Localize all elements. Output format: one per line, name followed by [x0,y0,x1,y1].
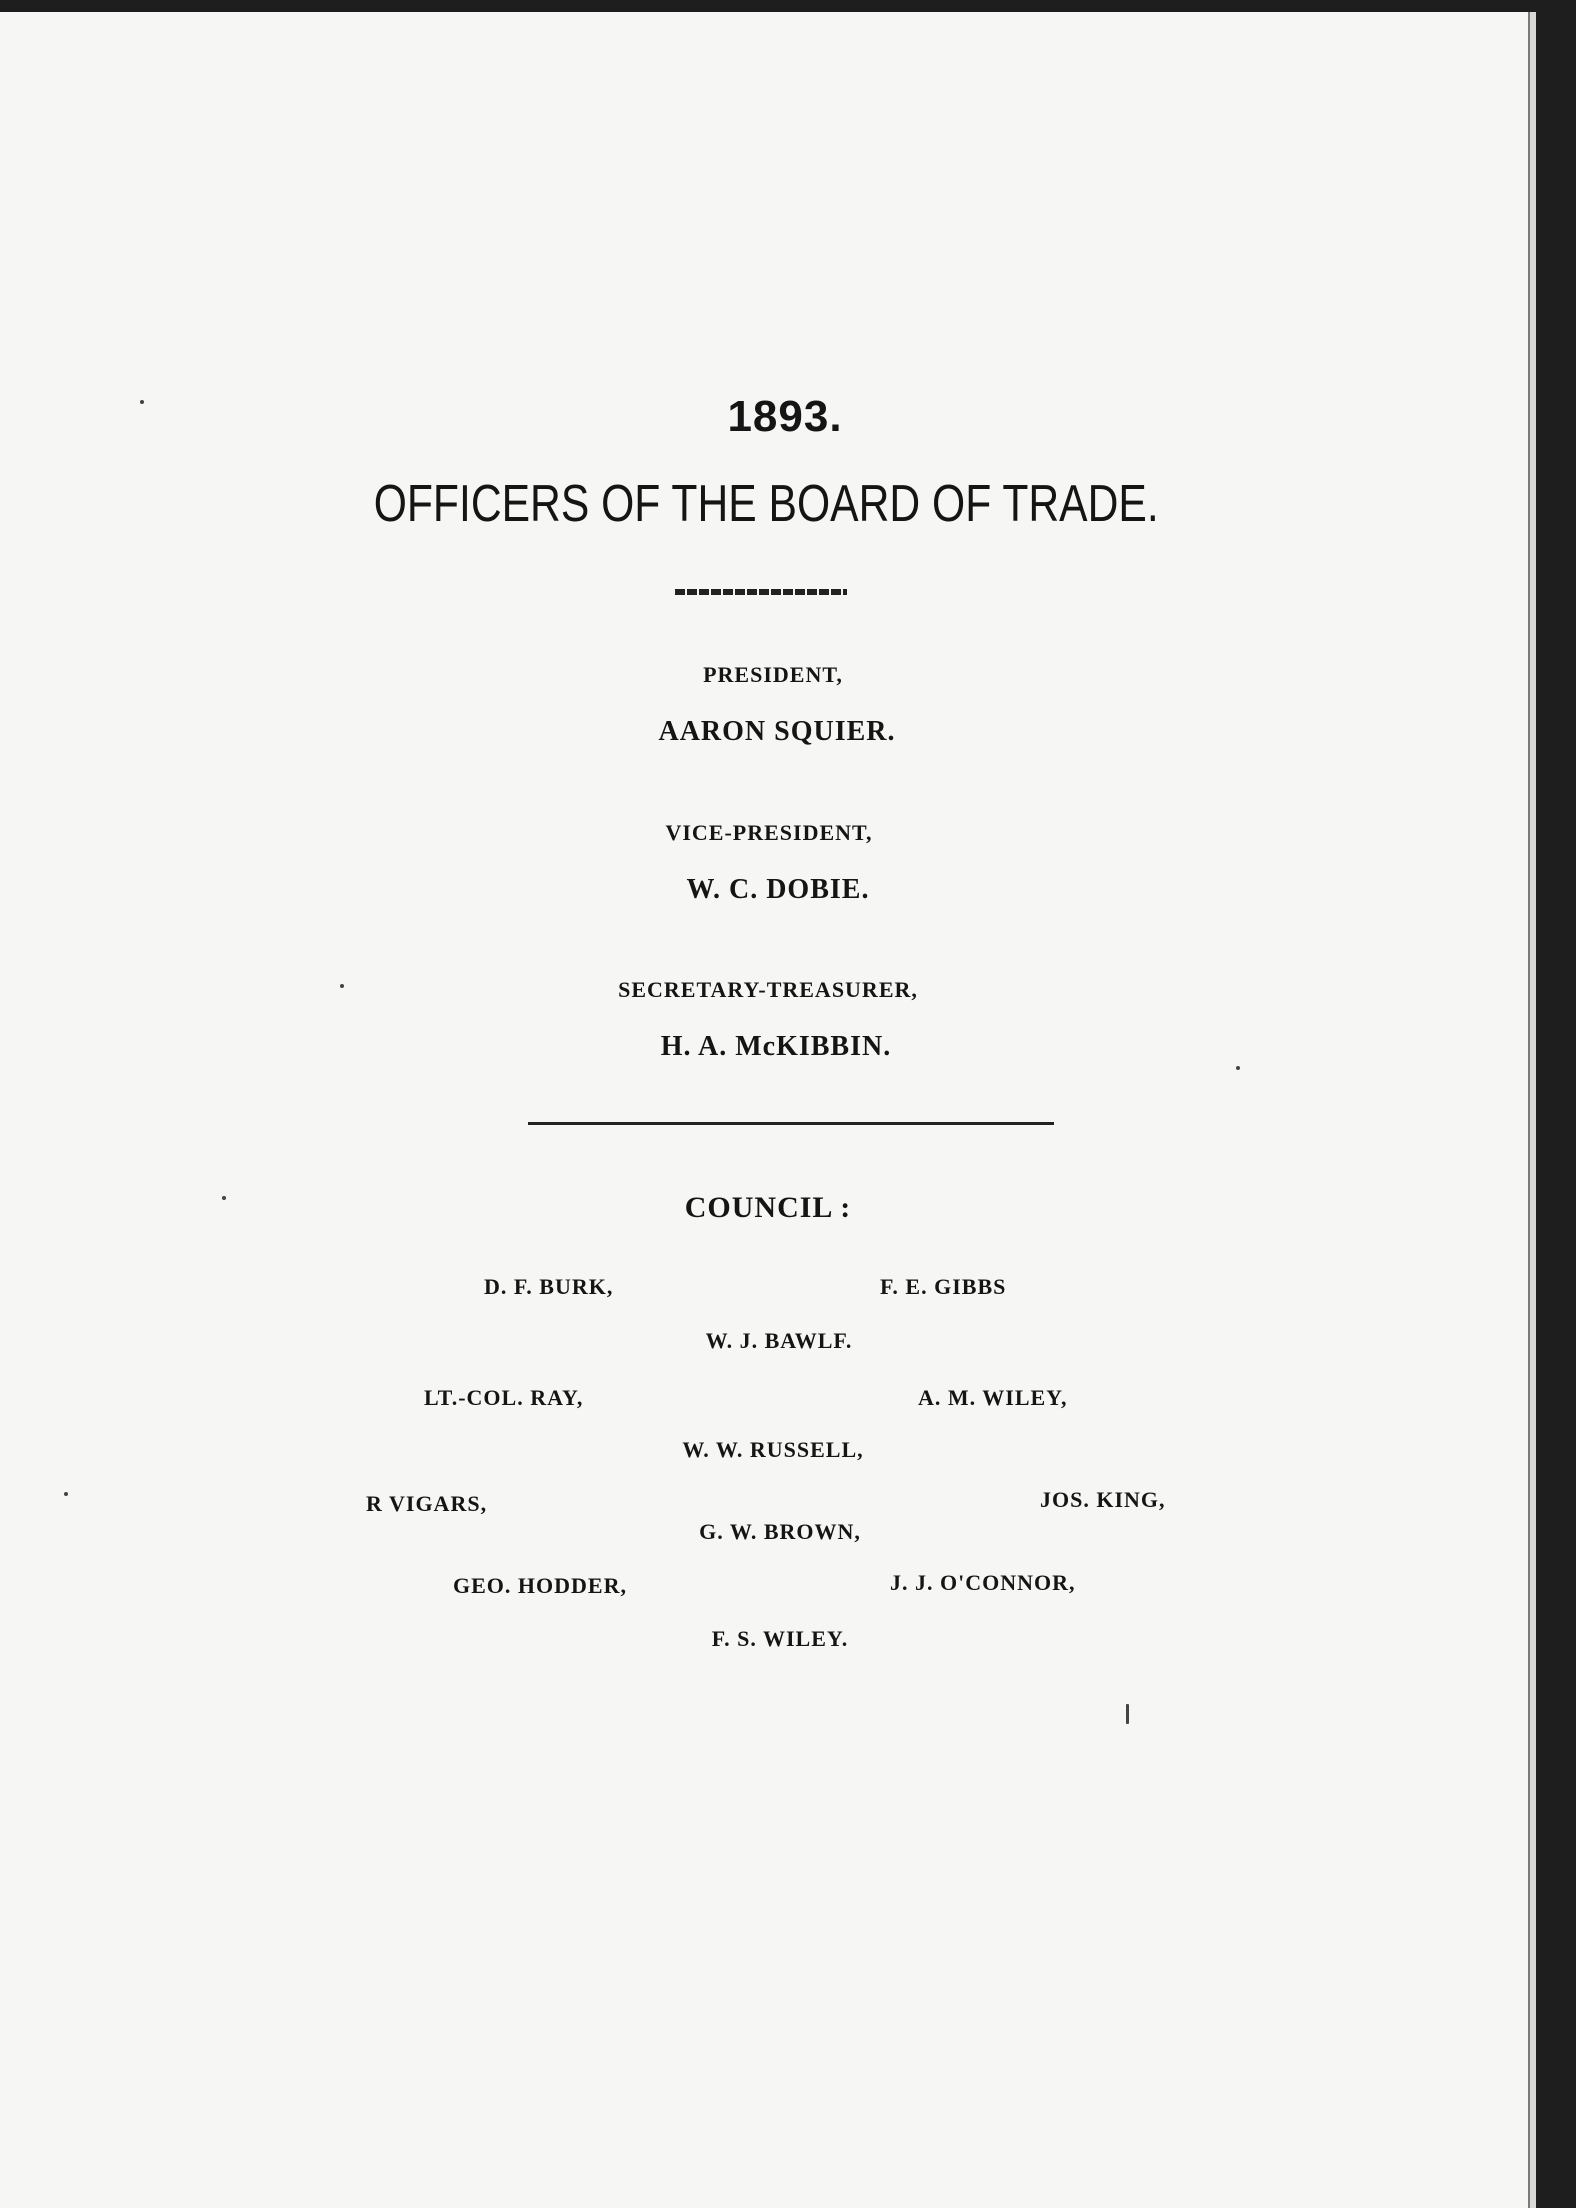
ink-speck [222,1196,226,1200]
president-name: AARON SQUIER. [658,716,896,747]
council-member: G. W. BROWN, [699,1519,861,1544]
council-member: LT.-COL. RAY, [424,1385,584,1410]
ink-speck [140,400,144,404]
page-edge-line [1528,12,1530,2208]
secretary-treasurer-name: H. A. McKIBBIN. [660,1031,892,1062]
ink-speck [340,984,344,988]
page-title: OFFICERS OF THE BOARD OF TRADE. [373,475,1159,533]
secretary-treasurer-title: SECRETARY-TREASURER, [618,977,918,1002]
council-member: GEO. HODDER, [453,1573,627,1598]
document-year: 1893. [727,392,843,441]
ink-mark [1126,1704,1129,1724]
council-member: W. W. RUSSELL, [682,1437,864,1462]
council-heading: COUNCIL : [684,1191,852,1224]
document-page [0,12,1530,2208]
council-member: A. M. WILEY, [918,1385,1068,1410]
council-member: D. F. BURK, [484,1274,614,1299]
council-member: JOS. KING, [1040,1487,1166,1512]
ink-speck [1236,1066,1240,1070]
president-title: PRESIDENT, [703,662,843,687]
council-member: W. J. BAWLF. [705,1328,853,1353]
council-member: F. S. WILEY. [711,1626,849,1651]
ink-speck [64,1492,68,1496]
council-member: F. E. GIBBS [880,1274,1007,1299]
section-divider [528,1122,1054,1125]
ornamental-divider [675,589,847,595]
council-member: R VIGARS, [366,1491,488,1516]
vice-president-name: W. C. DOBIE. [686,874,870,905]
council-member: J. J. O'CONNOR, [890,1570,1076,1595]
page-edge [1530,12,1536,2208]
vice-president-title: VICE-PRESIDENT, [665,820,873,845]
